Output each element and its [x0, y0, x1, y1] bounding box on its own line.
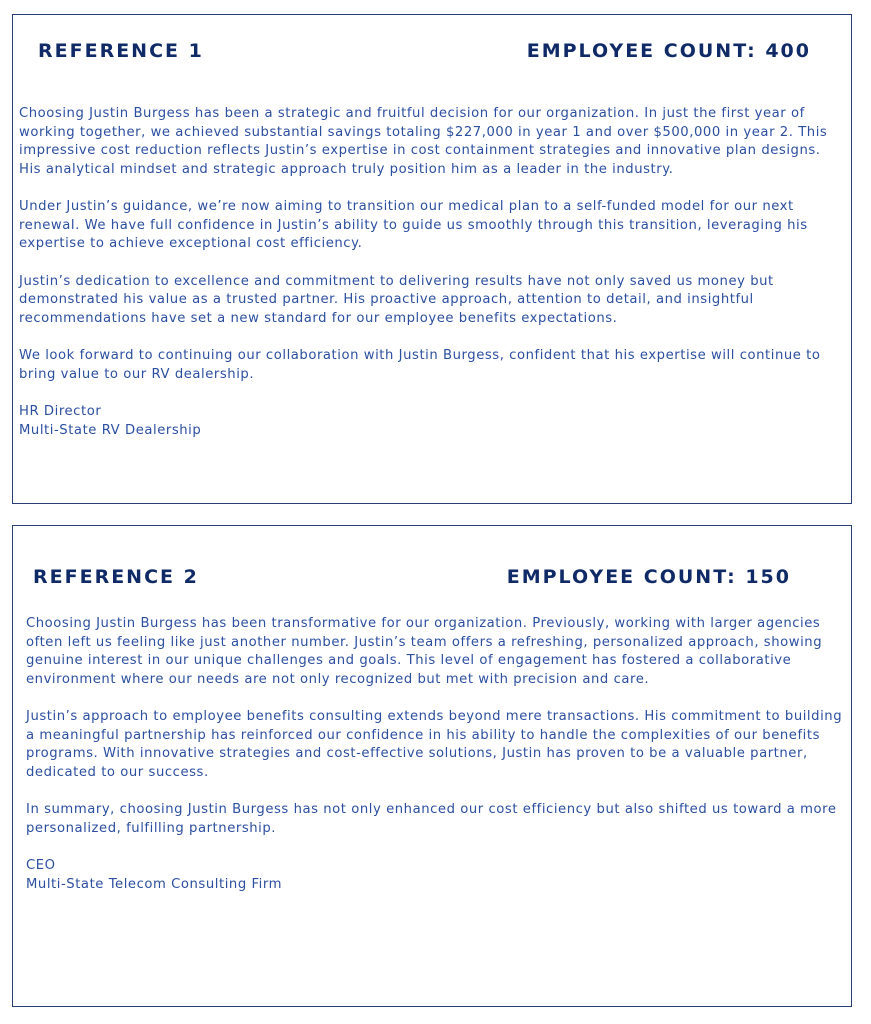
reference-paragraph: Under Justin’s guidance, we’re now aiming to transition our medical plan to a self-funded model for our next renewal. We have full confidence in Justin’s ability to guide us smoothly through this transition, leveraging his expertise to achieve exceptional cost efficiency.	[19, 199, 808, 251]
reference-card-1	[12, 14, 852, 504]
reference-paragraph: We look forward to continuing our collaboration with Justin Burgess, confident that his expertise will continue to bring value to our RV dealership.	[19, 348, 821, 382]
signature-role: HR Director	[19, 404, 102, 419]
reference-paragraph: Choosing Justin Burgess has been transformative for our organization. Previously, working with larger agencies often left us feeling like just another number. Justin’s team offers a refreshing, personalized approach, showing genuine interest in our unique challenges and goals. This level of engagement has fostered a collaborative environment where our needs are not only recognized but met with precision and care.	[26, 616, 823, 687]
signature	[19, 403, 845, 440]
reference-paragraph: Choosing Justin Burgess has been a strategic and fruitful decision for our organization. In just the first year of working together, we achieved substantial savings totaling $227,000 in year 1 and over $500,000 in year 2. This impressive cost reduction reflects Justin’s expertise in cost containment strategies and innovative plan designs. His analytical mindset and strategic approach truly position him as a leader in the industry.	[19, 106, 828, 177]
signature-role: CEO	[26, 858, 56, 873]
reference-paragraph: In summary, choosing Justin Burgess has not only enhanced our cost efficiency but also shifted us toward a more personalized, fulfilling partnership.	[26, 802, 837, 836]
reference-body	[19, 105, 845, 440]
reference-title: REFERENCE 1	[38, 40, 204, 62]
signature-organization: Multi-State Telecom Consulting Firm	[26, 876, 283, 892]
signature	[26, 857, 846, 894]
reference-title: REFERENCE 2	[33, 566, 199, 588]
reference-card-2	[12, 525, 852, 1007]
employee-count: EMPLOYEE COUNT: 150	[506, 566, 791, 588]
reference-paragraph: Justin’s approach to employee benefits consulting extends beyond mere transactions. His commitment to building a meaningful partnership has reinforced our confidence in his ability to handle the complexities of our benefits programs. With innovative strategies and cost-effective solutions, Justin has proven to be a valuable partner, dedicated to our success.	[26, 709, 843, 780]
reference-paragraph: Justin’s dedication to excellence and commitment to delivering results have not only saved us money but demonstrated his value as a trusted partner. His proactive approach, attention to detail, and insightful recommendations have set a new standard for our employee benefits expectations.	[19, 273, 774, 326]
employee-count: EMPLOYEE COUNT: 400	[526, 40, 811, 62]
reference-body	[26, 615, 846, 894]
signature-organization: Multi-State RV Dealership	[19, 422, 202, 438]
